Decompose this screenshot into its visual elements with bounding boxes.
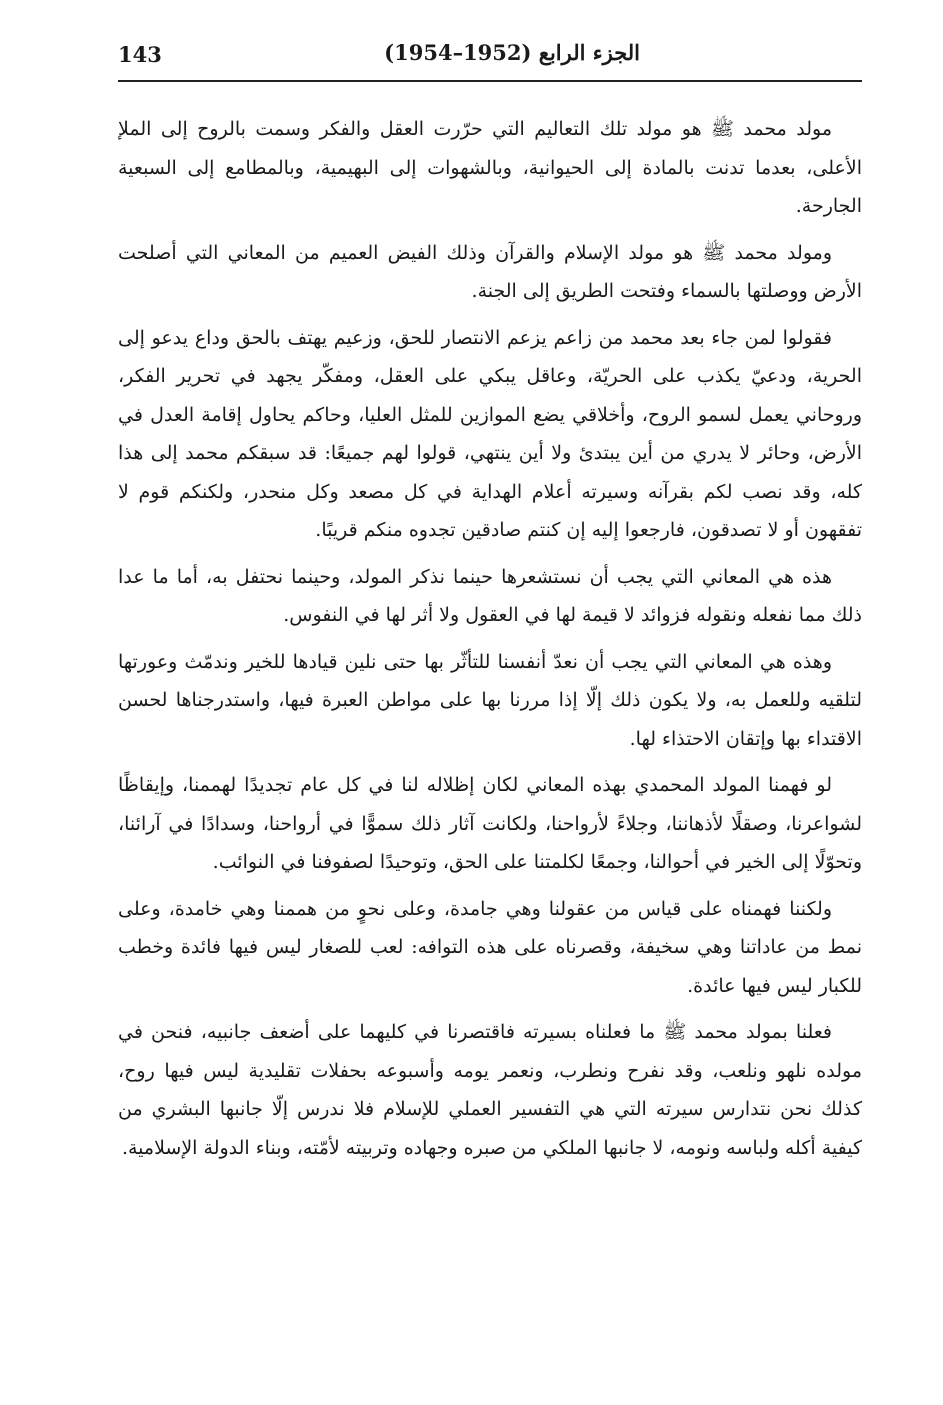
paragraph-7: ولكننا فهمناه على قياس من عقولنا وهي جامدة، وعلى نحوٍ من هممنا وهي خامدة، وعلى نمط من عاداتنا وهي سخيفة، وقصرناه على هذه التوافه: لعب للصغار ليس فيها فائدة وخطب للكبار ليس فيها عائدة.: [118, 897, 862, 997]
body-text: [118, 110, 862, 1167]
paragraph-5: وهذه هي المعاني التي يجب أن نعدّ أنفسنا للتأثّر بها حتى نلين قيادها للخير وندمّث وعورتها لتلقيه وللعمل به، ولا يكون ذلك إلّا إذا مررنا بها على مواطن العبرة فيها، واستدرجناها لحسن الاقتداء بها وإتقان الاحتذاء لها.: [118, 650, 862, 750]
paragraph-2: ومولد محمد ﷺ هو مولد الإسلام والقرآن وذلك الفيض العميم من المعاني التي أصلحت الأرض ووصلتها بالسماء وفتحت الطريق إلى الجنة.: [118, 241, 862, 302]
page-header: [118, 40, 862, 78]
running-title: الجزء الرابع (1952–1954): [384, 40, 640, 65]
paragraph-4: هذه هي المعاني التي يجب أن نستشعرها حينما نذكر المولد، وحينما نحتفل به، أما ما عدا ذلك مما نفعله ونقوله فزوائد لا قيمة لها في العقول ولا أثر لها في النفوس.: [118, 565, 862, 626]
paragraph-3: فقولوا لمن جاء بعد محمد من زاعم يزعم الانتصار للحق، وزعيم يهتف بالحق وداع يدعو إلى الحرية، ودعيّ يكذب على الحريّة، وعاقل يبكي على العقل، ومفكّر يجهد في تحرير الفكر، وروحاني يعمل لسمو الروح، وأخلاقي يضع الموازين للمثل العليا، وحاكم يحاول إقامة العدل في الأرض، وحائر لا يدري من أين يبتدئ ولا أين ينتهي، قولوا لهم جميعًا: قد سبقكم محمد إلى هذا كله، وقد نصب لكم بقرآنه وسيرته أعلام الهداية في كل مصعد وكل منحدر، ولكنكم قوم لا تفقهون أو لا تصدقون، فارجعوا إليه إن كنتم صادقين تجدوه منكم قريبًا.: [118, 326, 862, 541]
header-rule: [118, 80, 862, 82]
paragraph-1: مولد محمد ﷺ هو مولد تلك التعاليم التي حرّرت العقل والفكر وسمت بالروح إلى الملإ الأعلى، بعدما تدنت بالمادة إلى الحيوانية، وبالشهوات إلى البهيمية، وبالمطامع إلى السبعية الجارحة.: [118, 118, 862, 217]
paragraph-8: فعلنا بمولد محمد ﷺ ما فعلناه بسيرته فاقتصرنا في كليهما على أضعف جانبيه، فنحن في مولده نلهو ونلعب، وقد نفرح ونطرب، ونعمر يومه وأسبوعه بحفلات تقليدية ليس فيها روح، كذلك نحن نتدارس سيرته التي هي التفسير العملي للإسلام فلا ندرس إلّا جانبها البشري من كيفية أكله ولباسه ونومه، لا جانبها الملكي من صبره وجهاده وتربيته لأمّته، وبناء الدولة الإسلامية.: [118, 1021, 862, 1159]
paragraph-6: لو فهمنا المولد المحمدي بهذه المعاني لكان إظلاله لنا في كل عام تجديدًا لهممنا، وإيقاظًا لشواعرنا، وصقلًا لأذهاننا، وجلاءً لأرواحنا، ولكانت آثار ذلك سموًّا في أرواحنا، وسدادًا في آرائنا، وتحوّلًا إلى الخير في أحوالنا، وجمعًا لكلمتنا على الحق، وتوحيدًا لصفوفنا في النوائب.: [118, 774, 862, 873]
book-page: [118, 40, 862, 1175]
page-number: 143: [118, 42, 162, 67]
